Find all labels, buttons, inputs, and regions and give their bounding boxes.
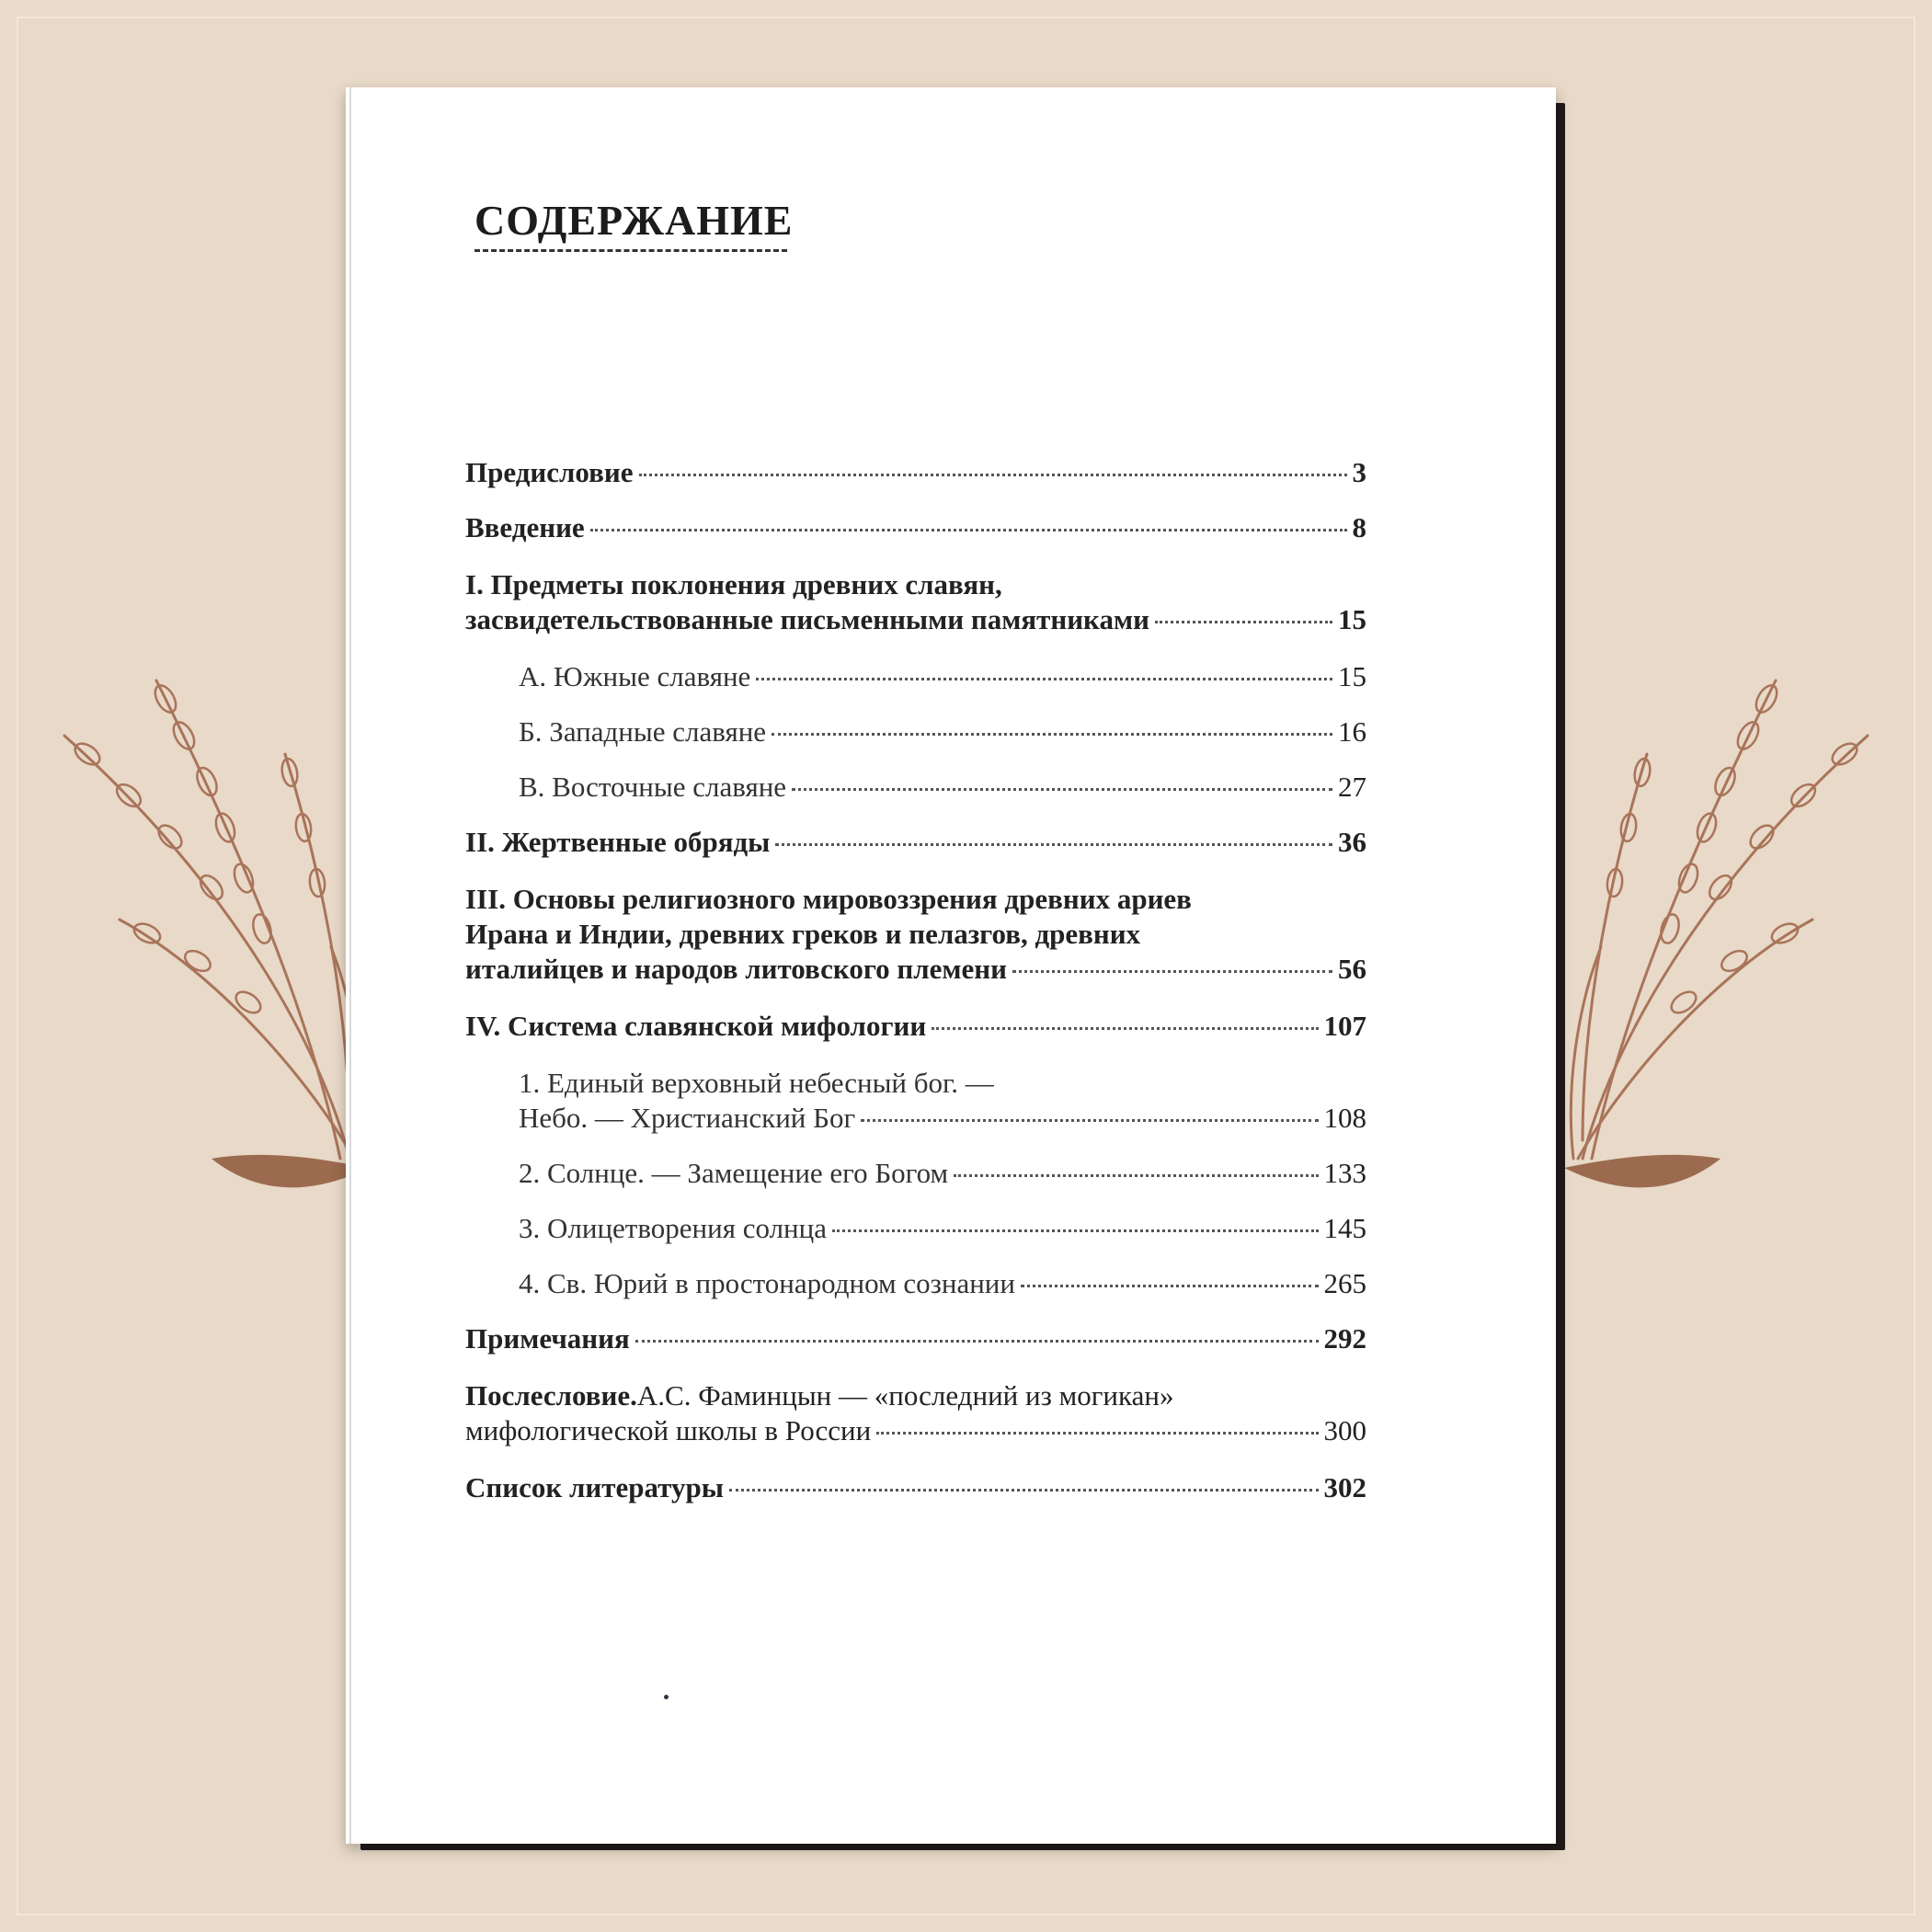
toc-leader-dots: [772, 733, 1332, 736]
toc-page-number: 265: [1323, 1267, 1366, 1299]
toc-entry-label-line-1: А.С. Фаминцын — «последний из могикан»: [636, 1379, 1174, 1412]
toc-page-number: 292: [1323, 1322, 1366, 1355]
page-spine-edge: [349, 87, 351, 1844]
toc-entry-label-line-3: италийцев и народов литовского племени: [465, 953, 1007, 985]
toc-entry-label: Список литературы: [465, 1471, 724, 1503]
ink-speck: [664, 1695, 669, 1699]
toc-entry-label-line-1: III. Основы религиозного мировоззрения древних ариев: [465, 883, 1192, 915]
toc-page-number: 15: [1338, 603, 1366, 635]
toc-leader-dots: [756, 678, 1332, 680]
toc-page-number: 56: [1338, 953, 1366, 985]
toc-entry-4-2: [519, 1156, 1366, 1191]
toc-entry-label: Предисловие: [465, 456, 634, 488]
toc-entry-4-4: [519, 1266, 1366, 1301]
toc-leader-dots: [1021, 1285, 1319, 1287]
toc-entry-notes: [465, 1321, 1366, 1356]
toc-entry-preface: [465, 455, 1366, 490]
toc-entry-chapter-1: [465, 567, 1366, 637]
toc-entry-label: II. Жертвенные обряды: [465, 826, 771, 858]
toc-title-underline: [474, 249, 787, 252]
toc-entry-label-line-1: I. Предметы поклонения древних славян,: [465, 568, 1002, 600]
toc-page-number: 145: [1323, 1212, 1366, 1244]
toc-page-number: 133: [1323, 1157, 1366, 1189]
toc-entry-label: А. Южные славяне: [519, 660, 751, 692]
toc-leader-dots: [590, 529, 1347, 532]
toc-leader-dots: [639, 474, 1347, 476]
toc-entry-label: 3. Олицетворения солнца: [519, 1212, 827, 1244]
toc-leader-dots: [729, 1489, 1319, 1492]
toc-leader-dots: [954, 1174, 1318, 1177]
toc-leader-dots: [792, 788, 1332, 791]
toc-entry-chapter-3: [465, 882, 1366, 987]
toc-entry-label-line-2: засвидетельствованные письменными памятниками: [465, 603, 1149, 635]
toc-page-number: 15: [1338, 660, 1366, 692]
toc-leader-dots: [1012, 970, 1332, 973]
toc-page-number: 108: [1323, 1102, 1366, 1134]
toc-entry-introduction: [465, 510, 1366, 545]
toc-entry-1a: [519, 659, 1366, 694]
toc-entry-label-line-1: 1. Единый верховный небесный бог. —: [519, 1067, 994, 1099]
toc-leader-dots: [876, 1432, 1318, 1435]
toc-page-number: 8: [1352, 511, 1366, 543]
toc-entry-label: В. Восточные славяне: [519, 771, 787, 803]
toc-leader-dots: [635, 1340, 1319, 1343]
toc-entry-label-line-2: мифологической школы в России: [465, 1414, 872, 1446]
toc-entry-label: Введение: [465, 511, 585, 543]
toc-leader-dots: [932, 1027, 1318, 1030]
toc-entry-label: 2. Солнце. — Замещение его Богом: [519, 1157, 949, 1189]
toc-entry-label: Б. Западные славяне: [519, 715, 767, 748]
book-page: [346, 87, 1556, 1844]
toc-entry-bibliography: [465, 1470, 1366, 1505]
toc-page-number: 302: [1323, 1471, 1366, 1503]
toc-entry-label: 4. Св. Юрий в простонародном сознании: [519, 1267, 1015, 1299]
toc-entry-label: Примечания: [465, 1322, 630, 1355]
toc-page-number: 107: [1323, 1010, 1366, 1042]
toc-entry-4-3: [519, 1211, 1366, 1246]
toc-leader-dots: [1155, 621, 1332, 623]
toc-leader-dots: [775, 843, 1332, 846]
toc-entry-label-bold: Послесловие.: [465, 1379, 637, 1412]
toc-page-number: 27: [1338, 771, 1366, 803]
toc-leader-dots: [861, 1119, 1318, 1122]
toc-page-number: 3: [1352, 456, 1366, 488]
toc-entry-label-line-2: Небо. — Христианский Бог: [519, 1102, 856, 1134]
toc-entry-1b: [519, 714, 1366, 749]
toc-entry-chapter-4: [465, 1009, 1366, 1044]
toc-entry-4-1: [519, 1066, 1366, 1136]
toc-page-number: 16: [1338, 715, 1366, 748]
toc-leader-dots: [832, 1229, 1319, 1232]
toc-entry-afterword: [465, 1378, 1366, 1448]
toc-entry-label: IV. Система славянской мифологии: [465, 1010, 927, 1042]
toc-entry-label-line-2: Ирана и Индии, древних греков и пелазгов, древних: [465, 918, 1141, 950]
toc-entry-chapter-2: [465, 825, 1366, 860]
toc-page-number: 300: [1323, 1414, 1366, 1446]
toc-page-number: 36: [1338, 826, 1366, 858]
toc-title: СОДЕРЖАНИЕ: [474, 197, 794, 244]
toc-entry-1c: [519, 770, 1366, 805]
